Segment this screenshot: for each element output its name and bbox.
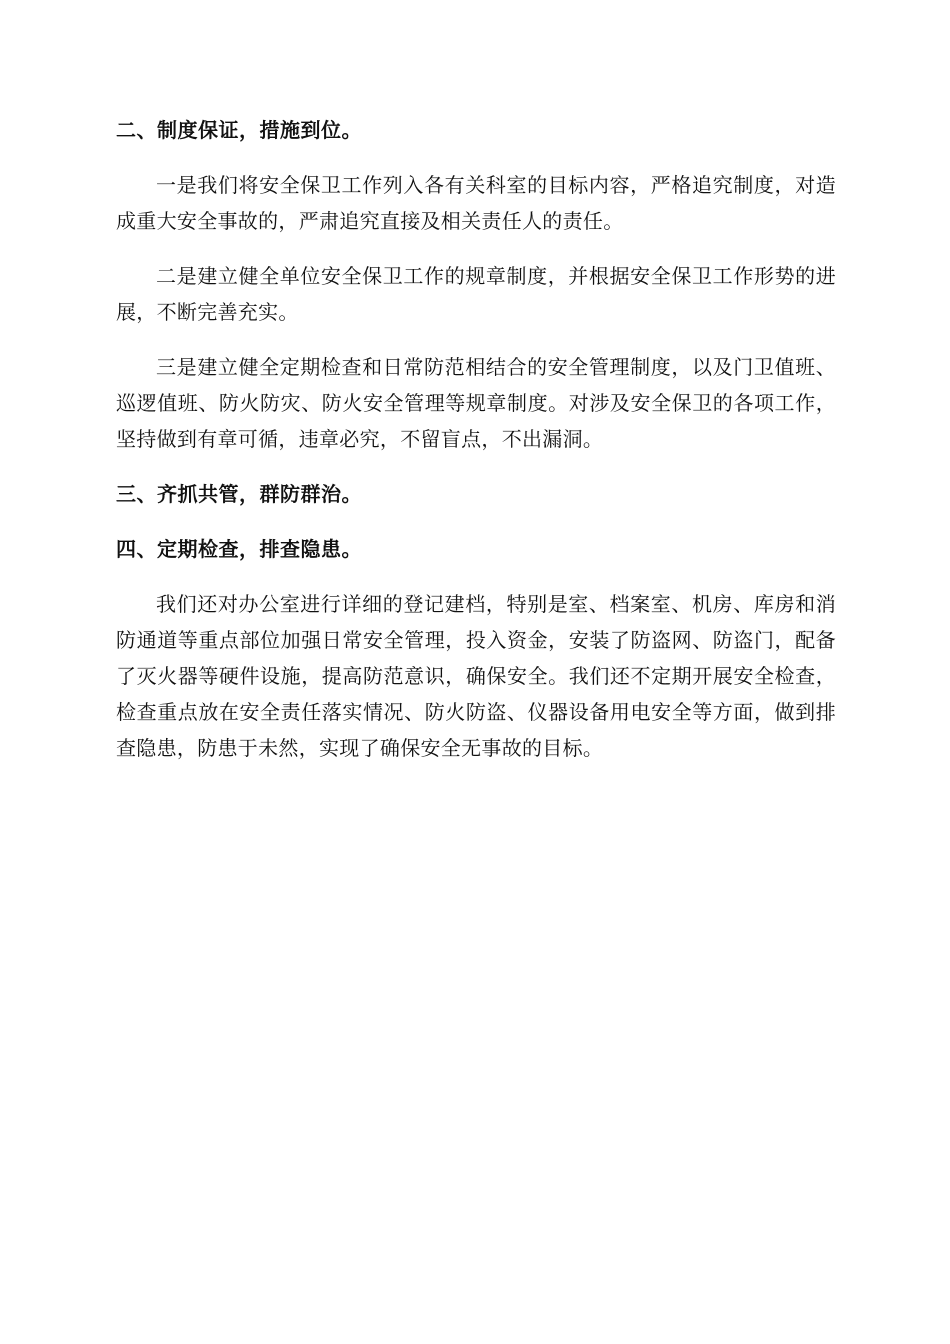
document-body (116, 112, 836, 766)
paragraph-1: 一是我们将安全保卫工作列入各有关科室的目标内容，严格追究制度，对造成重大安全事故的，严肃追究直接及相关责任人的责任。 (116, 173, 836, 233)
section-heading-3: 三、齐抓共管，群防群治。 (116, 482, 362, 506)
paragraph-4: 我们还对办公室进行详细的登记建档，特别是室、档案室、机房、库房和消防通道等重点部位加强日常安全管理，投入资金，安装了防盗网、防盗门，配备了灭火器等硬件设施，提高防范意识，确保安全。我们还不定期开展安全检查，检查重点放在安全责任落实情况、防火防盗、仪器设备用电安全等方面，做到排查隐患，防患于未然，实现了确保安全无事故的目标。 (116, 592, 836, 760)
paragraph-3: 三是建立健全定期检查和日常防范相结合的安全管理制度，以及门卫值班、巡逻值班、防火防灾、防火安全管理等规章制度。对涉及安全保卫的各项工作，坚持做到有章可循，违章必究，不留盲点，不出漏洞。 (116, 355, 836, 451)
section-heading-4: 四、定期检查，排查隐患。 (116, 537, 362, 561)
section-heading-2: 二、制度保证，措施到位。 (116, 118, 362, 142)
paragraph-2: 二是建立健全单位安全保卫工作的规章制度，并根据安全保卫工作形势的进展，不断完善充实。 (116, 264, 836, 324)
